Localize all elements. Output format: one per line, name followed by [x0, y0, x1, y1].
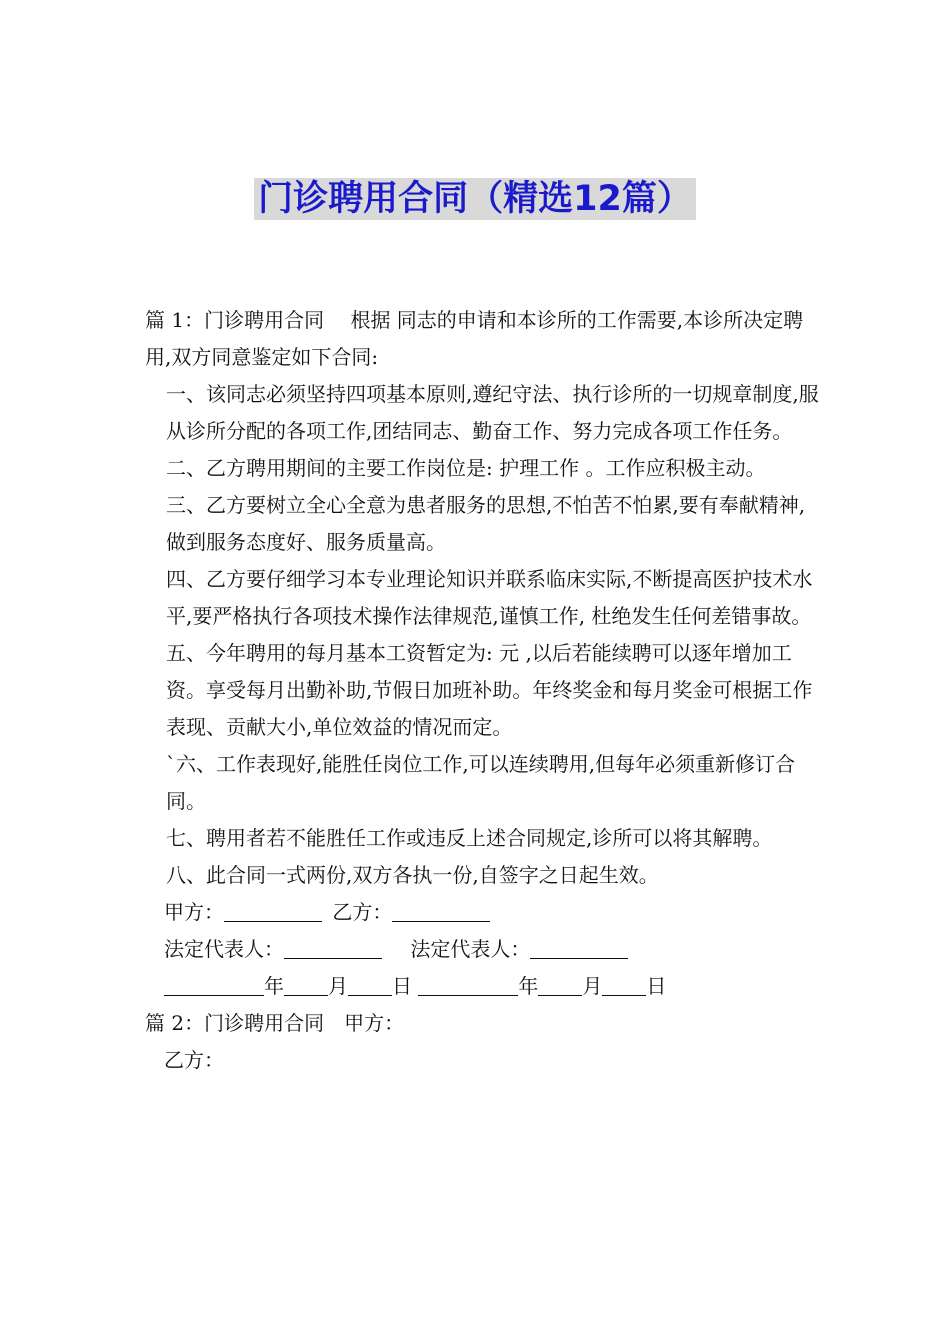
month-a-label: 月 — [328, 974, 348, 998]
paragraph-item-2: 二、乙方聘用期间的主要工作岗位是: 护理工作 。工作应积极主动。 — [166, 456, 766, 480]
year-a-label: 年 — [264, 974, 284, 998]
paragraph-item-3: 三、乙方要树立全心全意为患者服务的思想,不怕苦不怕累,要有奉献精神,做到服务态度好、服务质量高。 — [166, 493, 806, 554]
day-a-label: 日 — [392, 974, 412, 998]
paragraph-item-1: 一、该同志必须坚持四项基本原则,遵纪守法、执行诊所的一切规章制度,服从诊所分配的各项工作,团结同志、勤奋工作、努力完成各项工作任务。 — [166, 382, 819, 443]
paragraph-item-4: 四、乙方要仔细学习本专业理论知识并联系临床实际,不断提高医护技术水平,要严格执行各项技术操作法律规范,谨慎工作, 杜绝发生任何差错事故。 — [166, 567, 813, 628]
section-2-heading: 篇 2：门诊聘用合同 甲方： — [145, 1011, 405, 1035]
section-2-party-b: 乙方： — [164, 1048, 224, 1072]
day-b-blank — [602, 973, 646, 996]
signature-date-line — [145, 968, 825, 1005]
party-a-blank — [224, 899, 322, 922]
rep-a-blank — [284, 936, 382, 959]
month-b-label: 月 — [582, 974, 603, 998]
rep-b-label: 法定代表人： — [410, 937, 531, 961]
paragraph-item-6: `六、工作表现好,能胜任岗位工作,可以连续聘用,但每年必须重新修订合同。 — [166, 752, 796, 813]
signature-rep-line — [145, 931, 825, 968]
paragraph-item-5: 五、今年聘用的每月基本工资暂定为: 元 ,以后若能续聘可以逐年增加工资。享受每月出勤补助,节假日加班补助。年终奖金和每月奖金可根据工作表现、贡献大小,单位效益的情况而定。 — [166, 641, 813, 739]
year-a-blank — [164, 973, 264, 996]
paragraph-item-7: 七、聘用者若不能胜任工作或违反上述合同规定,诊所可以将其解聘。 — [166, 826, 773, 850]
party-a-label: 甲方： — [164, 900, 224, 924]
year-b-label: 年 — [518, 974, 539, 998]
year-b-blank — [418, 973, 518, 996]
month-a-blank — [284, 973, 328, 996]
rep-b-blank — [530, 936, 628, 959]
document-title: 门诊聘用合同（精选12篇） — [254, 178, 696, 220]
paragraph-intro: 篇 1：门诊聘用合同 根据 同志的申请和本诊所的工作需要,本诊所决定聘用,双方同意鉴定如下合同: — [145, 308, 804, 369]
paragraph-item-8: 八、此合同一式两份,双方各执一份,自签字之日起生效。 — [166, 863, 659, 887]
document-body — [145, 302, 825, 1079]
party-b-blank — [392, 899, 490, 922]
party-b-label: 乙方： — [332, 900, 393, 924]
title-wrap — [0, 178, 950, 220]
day-a-blank — [348, 973, 392, 996]
rep-a-label: 法定代表人： — [164, 937, 284, 961]
signature-parties-line — [145, 894, 825, 931]
day-b-label: 日 — [646, 974, 667, 998]
month-b-blank — [538, 973, 582, 996]
